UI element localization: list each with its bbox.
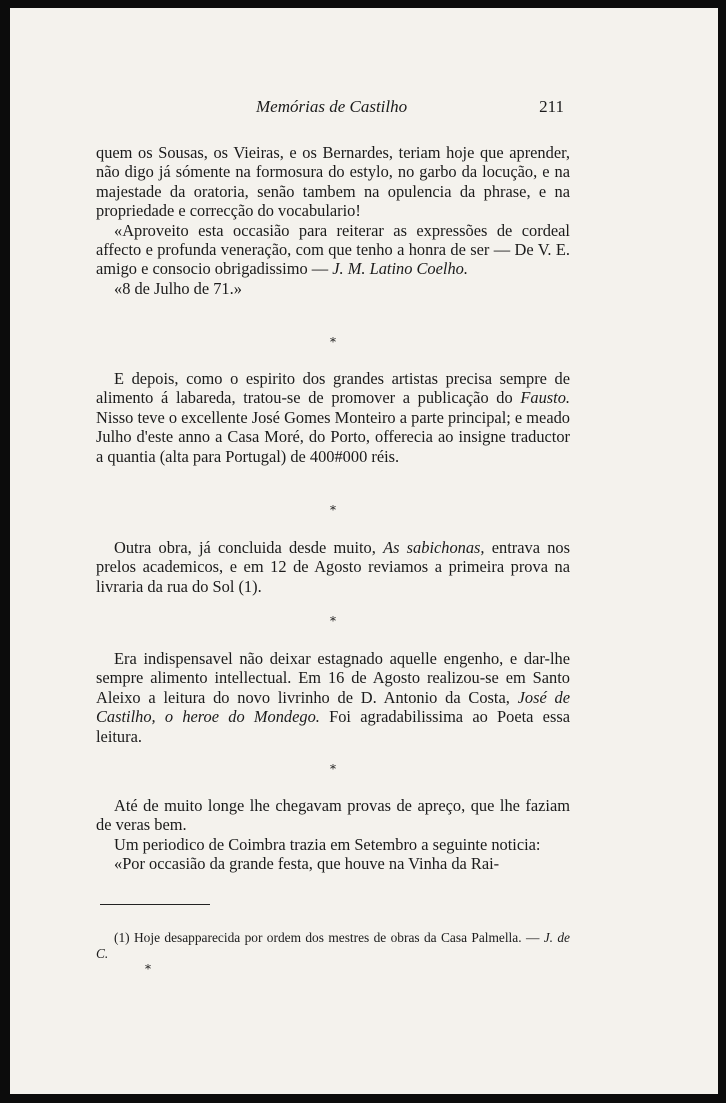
- work-title: José de Castilho, o heroe do Mondego.: [96, 687, 570, 727]
- footnote-star-mark: *: [145, 962, 151, 976]
- section-apreco: [96, 796, 570, 874]
- footnote-text: (1) Hoje desapparecida por ordem dos mestres de obras da Casa Palmella. — J. de C.: [96, 930, 570, 961]
- section-separator: *: [330, 614, 336, 628]
- section-fausto: [96, 369, 570, 466]
- letter-closing-block: [96, 143, 570, 298]
- paragraph: E depois, como o espirito dos grandes artistas precisa sempre de alimento á labareda, tratou-se de promover a publicação do Fausto. Nisso teve o excellente José Gomes Monteiro a parte principal; e meado Julho d'este anno a Casa Moré, do Porto, offerecia ao insigne traductor a quantia (alta para Portugal) de 400#000 réis.: [96, 369, 570, 466]
- work-title: As sabichonas,: [383, 538, 485, 557]
- footnote-author: J. de C.: [96, 930, 570, 961]
- paragraph: quem os Sousas, os Vieiras, e os Bernardes, teriam hoje que aprender, não digo já sómente na formosura do estylo, no garbo da locução, e na majestade da oratoria, senão tambem na opulencia da phrase, e na propriedade e correcção do vocabulario!: [96, 143, 570, 221]
- paragraph: «Aproveito esta occasião para reiterar as expressões de cordeal affecto e profunda veneração, com que tenho a honra de ser — De V. E. amigo e consocio obrigadissimo — J. M. Latino Coelho.: [96, 220, 570, 279]
- signature: J. M. Latino Coelho.: [332, 259, 468, 279]
- section-separator: *: [330, 335, 336, 349]
- section-separator: *: [330, 762, 336, 776]
- paragraph: Um periodico de Coimbra trazia em Setembro a seguinte noticia:: [114, 834, 541, 854]
- footnote-rule: [100, 904, 210, 905]
- section-sabichonas: [96, 538, 570, 596]
- letter-date: «8 de Julho de 71.»: [114, 278, 242, 298]
- paragraph: Era indispensavel não deixar estagnado aquelle engenho, e dar-lhe sempre alimento intellectual. Em 16 de Agosto realizou-se em Santo Aleixo a leitura do novo livrinho de D. Antonio da Costa, José de Castilho, o heroe do Mondego. Foi agradabilissima ao Poeta essa leitura.: [96, 649, 570, 746]
- work-title: Fausto.: [520, 388, 570, 408]
- footnote: [96, 930, 570, 961]
- page-number: 211: [539, 97, 564, 116]
- running-header: [96, 97, 570, 121]
- paragraph: Outra obra, já concluida desde muito, As sabichonas, entrava nos prelos academicos, e em 12 de Agosto reviamos a primeira prova na livraria da rua do Sol (1).: [96, 538, 570, 596]
- section-separator: *: [330, 503, 336, 517]
- running-title: Memórias de Castilho: [256, 97, 408, 116]
- section-leitura: [96, 649, 570, 746]
- paragraph: Até de muito longe lhe chegavam provas de apreço, que lhe faziam de veras bem.: [96, 796, 570, 835]
- paragraph: «Por occasião da grande festa, que houve na Vinha da Rai-: [114, 854, 500, 874]
